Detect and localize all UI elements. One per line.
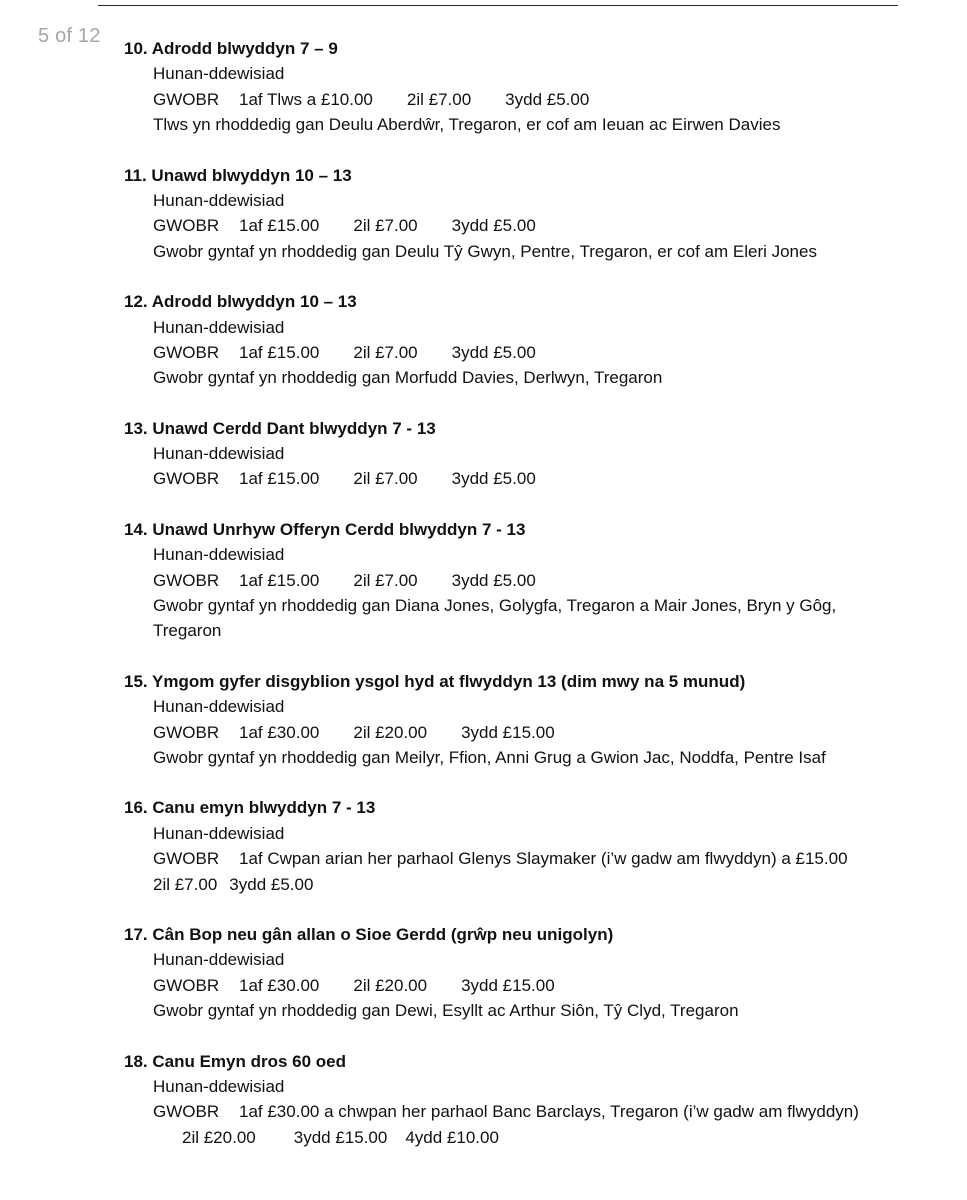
entry-title: 11. Unawd blwyddyn 10 – 13 <box>124 165 352 185</box>
prize-label: GWOBR <box>153 469 220 489</box>
page-indicator: 5 of 12 <box>38 25 101 47</box>
prize-first: 1af £15.00 <box>239 216 320 236</box>
prize-row <box>124 213 934 238</box>
prize-row <box>124 466 934 491</box>
prize-third: 3ydd £5.00 <box>451 570 536 590</box>
prize-third: 3ydd £5.00 <box>451 342 536 362</box>
entry-title: 15. Ymgom gyfer disgyblion ysgol hyd at flwyddyn 13 (dim mwy na 5 munud) <box>124 671 746 691</box>
entry-note-continued: Tregaron <box>153 621 222 641</box>
prize-third: 3ydd £5.00 <box>229 874 314 894</box>
entry-title: 13. Unawd Cerdd Dant blwyddyn 7 - 13 <box>124 418 436 438</box>
prize-second: 2il £20.00 <box>353 975 428 995</box>
prize-third: 3ydd £5.00 <box>505 89 590 109</box>
entry-note: Gwobr gyntaf yn rhoddedig gan Diana Jones, Golygfa, Tregaron a Mair Jones, Bryn y Gôg, <box>153 596 837 616</box>
competition-entry <box>124 517 934 644</box>
entry-subtitle: Hunan-ddewisiad <box>153 823 285 843</box>
competition-entry <box>124 795 934 897</box>
competition-entry <box>124 289 934 391</box>
prize-label: GWOBR <box>153 342 220 362</box>
prize-third: 3ydd £15.00 <box>461 975 555 995</box>
entry-title: 14. Unawd Unrhyw Offeryn Cerdd blwyddyn 7 - 13 <box>124 519 526 539</box>
prize-fourth: 4ydd £10.00 <box>405 1127 499 1147</box>
prize-second: 2il £7.00 <box>406 89 472 109</box>
prize-row <box>124 846 934 871</box>
prize-row-continued <box>124 1125 934 1150</box>
entry-subtitle: Hunan-ddewisiad <box>153 64 285 84</box>
prize-second: 2il £20.00 <box>353 722 428 742</box>
prize-first: 1af £30.00 <box>239 722 320 742</box>
prize-second: 2il £7.00 <box>353 570 418 590</box>
entry-note: Gwobr gyntaf yn rhoddedig gan Morfudd Davies, Derlwyn, Tregaron <box>153 368 663 388</box>
entry-subtitle: Hunan-ddewisiad <box>153 545 285 565</box>
competition-entry <box>124 163 934 265</box>
prize-label: GWOBR <box>153 975 220 995</box>
prize-second: 2il £7.00 <box>353 469 418 489</box>
entry-subtitle: Hunan-ddewisiad <box>153 190 285 210</box>
prize-label: GWOBR <box>153 216 220 236</box>
prize-first: 1af Tlws a £10.00 <box>239 89 373 109</box>
prize-first: 1af £30.00 a chwpan her parhaol Banc Barclays, Tregaron (i’w gadw am flwyddyn) <box>239 1102 859 1122</box>
entry-note: Tlws yn rhoddedig gan Deulu Aberdŵr, Tregaron, er cof am Ieuan ac Eirwen Davies <box>153 115 781 135</box>
prize-row <box>124 973 934 998</box>
prize-third: 3ydd £5.00 <box>451 216 536 236</box>
prize-third: 3ydd £15.00 <box>293 1127 388 1147</box>
entry-subtitle: Hunan-ddewisiad <box>153 317 285 337</box>
entry-title: 18. Canu Emyn dros 60 oed <box>124 1051 347 1071</box>
prize-first: 1af £30.00 <box>239 975 320 995</box>
top-divider <box>98 5 898 6</box>
prize-second: 2il £7.00 <box>353 216 418 236</box>
prize-first: 1af £15.00 <box>239 570 320 590</box>
prize-first: 1af Cwpan arian her parhaol Glenys Slaymaker (i’w gadw am flwyddyn) a £15.00 <box>239 849 848 869</box>
prize-first: 1af £15.00 <box>239 342 320 362</box>
prize-label: GWOBR <box>153 89 220 109</box>
competition-list <box>124 36 934 1175</box>
competition-entry <box>124 922 934 1024</box>
prize-label: GWOBR <box>153 570 220 590</box>
competition-entry <box>124 416 934 492</box>
prize-first: 1af £15.00 <box>239 469 320 489</box>
prize-row <box>124 1099 934 1124</box>
entry-title: 17. Cân Bop neu gân allan o Sioe Gerdd (grŵp neu unigolyn) <box>124 924 614 944</box>
entry-title: 12. Adrodd blwyddyn 10 – 13 <box>124 292 357 312</box>
entry-subtitle: Hunan-ddewisiad <box>153 697 285 717</box>
entry-title: 10. Adrodd blwyddyn 7 – 9 <box>124 39 338 58</box>
prize-label: GWOBR <box>153 1102 220 1122</box>
prize-row <box>124 720 934 745</box>
prize-label: GWOBR <box>153 722 220 742</box>
prize-row <box>124 87 934 112</box>
competition-entry <box>124 669 934 771</box>
entry-note: Gwobr gyntaf yn rhoddedig gan Meilyr, Ffion, Anni Grug a Gwion Jac, Noddfa, Pentre Isaf <box>153 747 826 767</box>
entry-title: 16. Canu emyn blwyddyn 7 - 13 <box>124 798 376 818</box>
entry-subtitle: Hunan-ddewisiad <box>153 444 285 464</box>
competition-entry <box>124 36 934 138</box>
prize-second: 2il £7.00 <box>353 342 418 362</box>
entry-subtitle: Hunan-ddewisiad <box>153 950 285 970</box>
prize-row <box>124 568 934 593</box>
prize-label: GWOBR <box>153 849 220 869</box>
prize-third: 3ydd £5.00 <box>451 469 536 489</box>
prize-row-continued <box>124 872 934 897</box>
prize-second: 2il £7.00 <box>153 874 218 894</box>
entry-note: Gwobr gyntaf yn rhoddedig gan Deulu Tŷ Gwyn, Pentre, Tregaron, er cof am Eleri Jones <box>153 241 817 261</box>
competition-entry <box>124 1049 934 1151</box>
prize-second: 2il £20.00 <box>182 1127 256 1147</box>
entry-subtitle: Hunan-ddewisiad <box>153 1076 285 1096</box>
prize-row <box>124 340 934 365</box>
entry-note: Gwobr gyntaf yn rhoddedig gan Dewi, Esyllt ac Arthur Siôn, Tŷ Clyd, Tregaron <box>153 1001 739 1021</box>
prize-third: 3ydd £15.00 <box>461 722 555 742</box>
